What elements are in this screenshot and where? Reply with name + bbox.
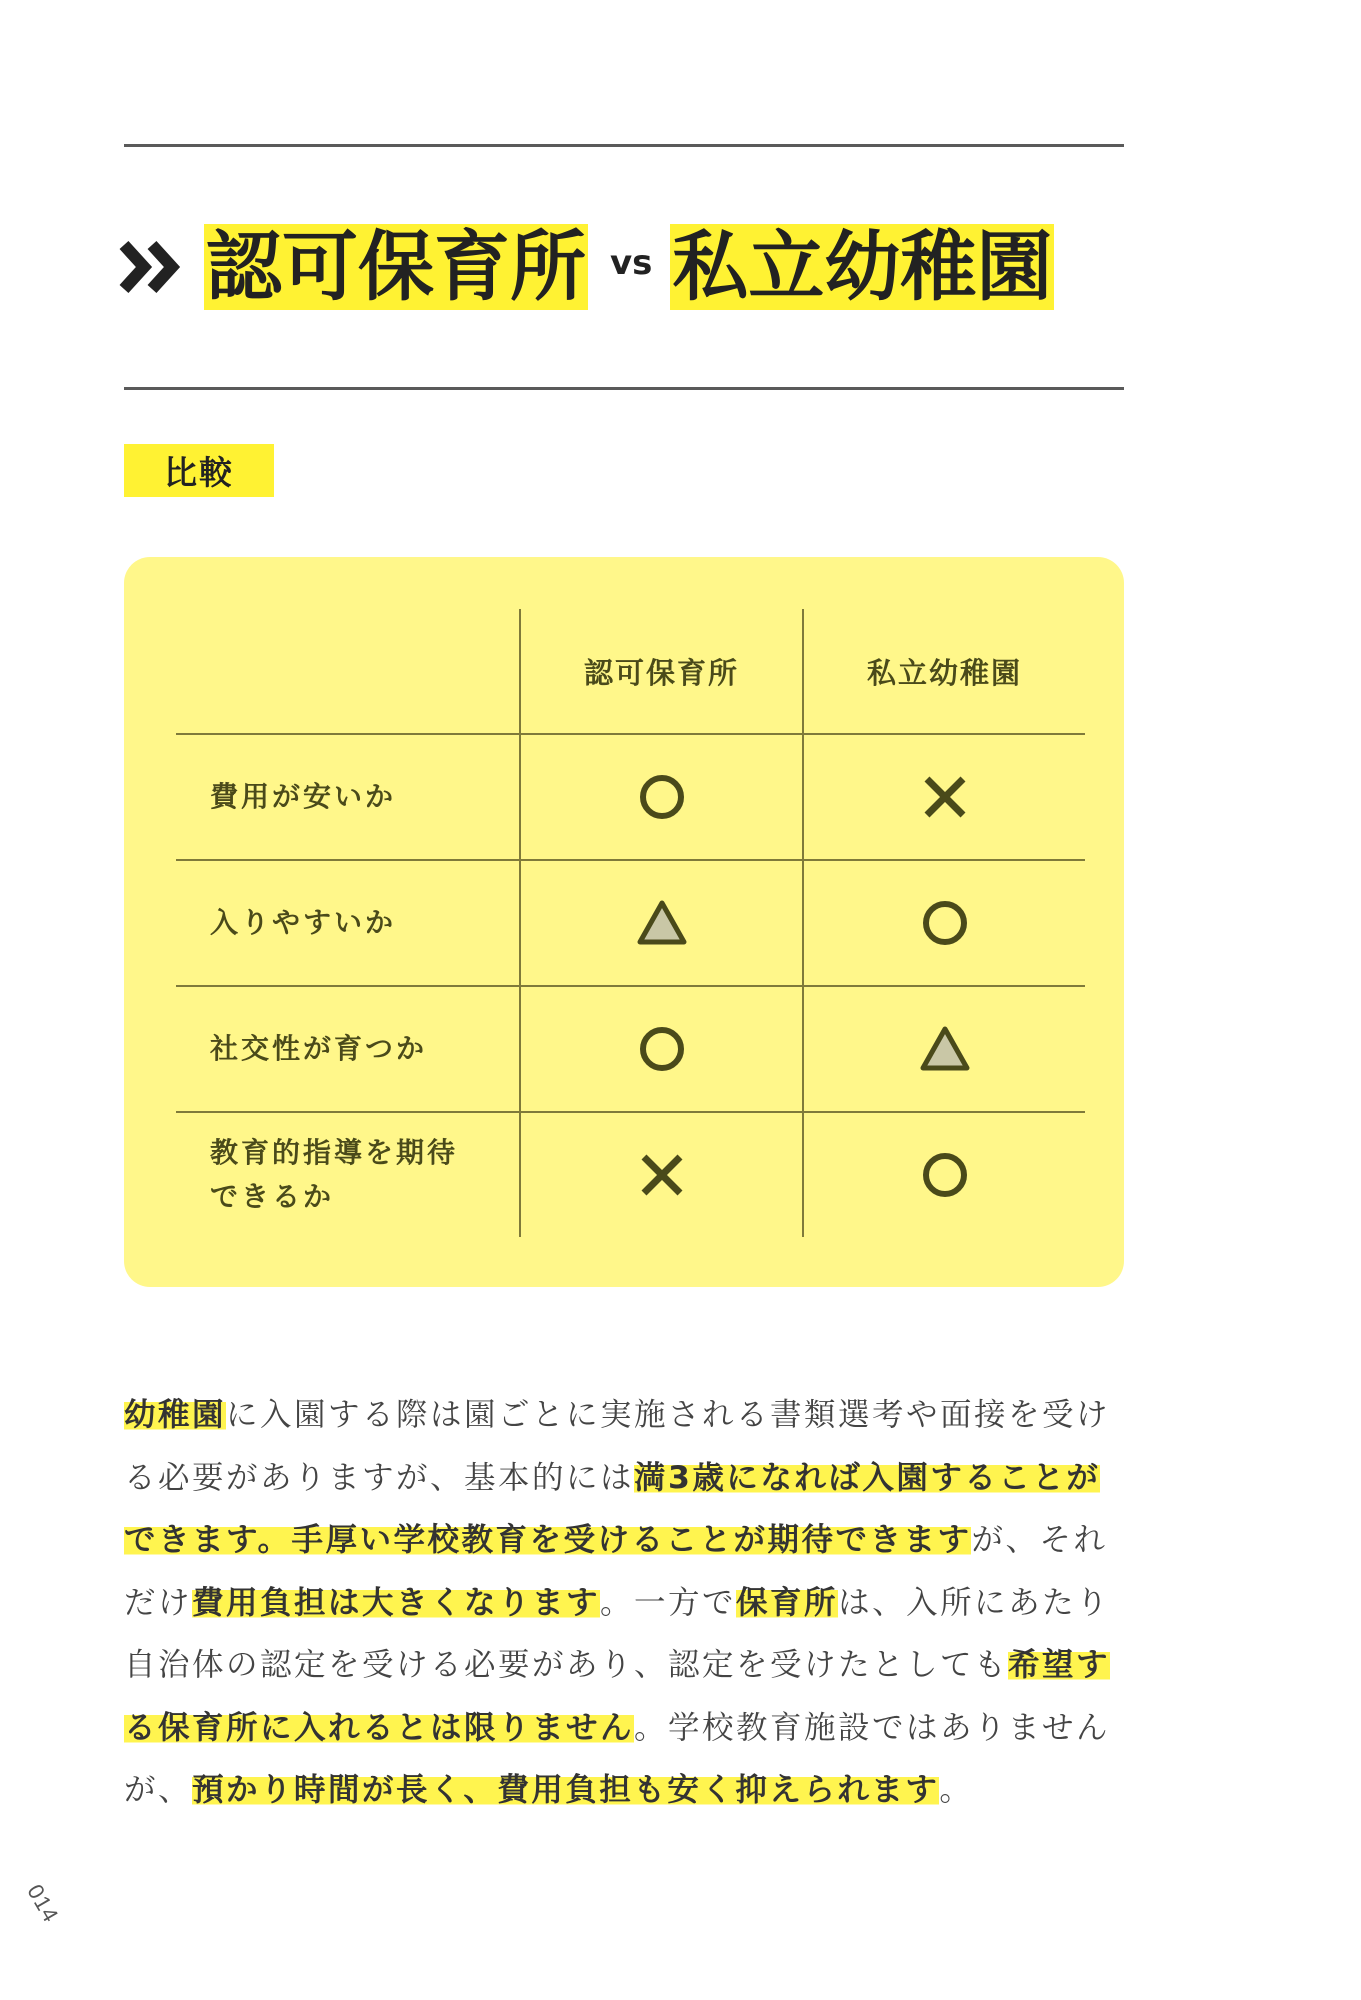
column-header-nursery: 認可保育所 [520,609,803,734]
page-title [118,222,1054,312]
double-chevron-icon [118,237,182,297]
top-rule [124,144,1124,147]
row-label: 入りやすいか [176,860,520,986]
bottom-rule [124,387,1124,390]
comparison-table [176,609,1085,1237]
row-label-line1: 教育的指導を期待 [210,1136,459,1169]
table-row [176,986,1085,1112]
body-text-segment: は、入所にあたり自治体の認定を受ける必要があり、認定を受けたとしても [124,1584,1111,1683]
highlight-nursery: 保育所 [736,1584,839,1621]
table-cell [803,1112,1085,1237]
triangle-icon [917,1021,973,1077]
body-text-segment: 。学校教育施設ではありませんが、 [124,1709,1111,1808]
row-label-line2: できるか [210,1180,335,1213]
circle-icon [917,895,973,951]
table-row [176,860,1085,986]
highlight-long-hours: 預かり時間が長く、費用負担も安く抑えられます [192,1772,940,1808]
section-label: 比較 [124,444,274,497]
table-cell [520,1112,803,1237]
table-cell [520,860,803,986]
title-vs: vs [610,243,653,283]
title-left: 認可保育所 [206,222,586,311]
table-cell [520,986,803,1112]
table-row [176,1112,1085,1237]
circle-icon [634,769,690,825]
table-cell [803,986,1085,1112]
table-cell [803,734,1085,860]
table-cell [803,860,1085,986]
row-label: 社交性が育つか [176,986,520,1112]
circle-icon [917,1147,973,1203]
cross-icon [634,1147,690,1203]
highlight-kindergarten: 幼稚園 [124,1397,227,1433]
cross-icon [917,769,973,825]
triangle-icon [634,895,690,951]
row-label [176,1112,520,1237]
body-paragraph [124,1384,1128,1822]
highlight-not-guaranteed: 希望する保育所に入れるとは限りません [124,1647,1111,1746]
table-cell [520,734,803,860]
highlight-enrollment: 満3歳になれば入園することができます。手厚い学校教育を受けることが期待できます [124,1459,1101,1558]
body-text-segment: 。一方で [600,1584,737,1621]
body-text-segment: 。 [939,1772,974,1808]
circle-icon [634,1021,690,1077]
body-text-segment: に入園する際は園ごとに実施される書類選考や面接を受ける必要がありますが、基本的には [124,1397,1111,1496]
header-empty-cell [176,609,520,734]
table-row [176,734,1085,860]
title-right: 私立幼稚園 [672,222,1053,311]
highlight-cost: 費用負担は大きくなります [192,1584,601,1621]
page-number: 014 [22,1880,64,1927]
column-header-kindergarten: 私立幼稚園 [803,609,1085,734]
row-label: 費用が安いか [176,734,520,860]
body-text-segment: が、それだけ [124,1522,1108,1621]
table-header-row [176,609,1085,734]
